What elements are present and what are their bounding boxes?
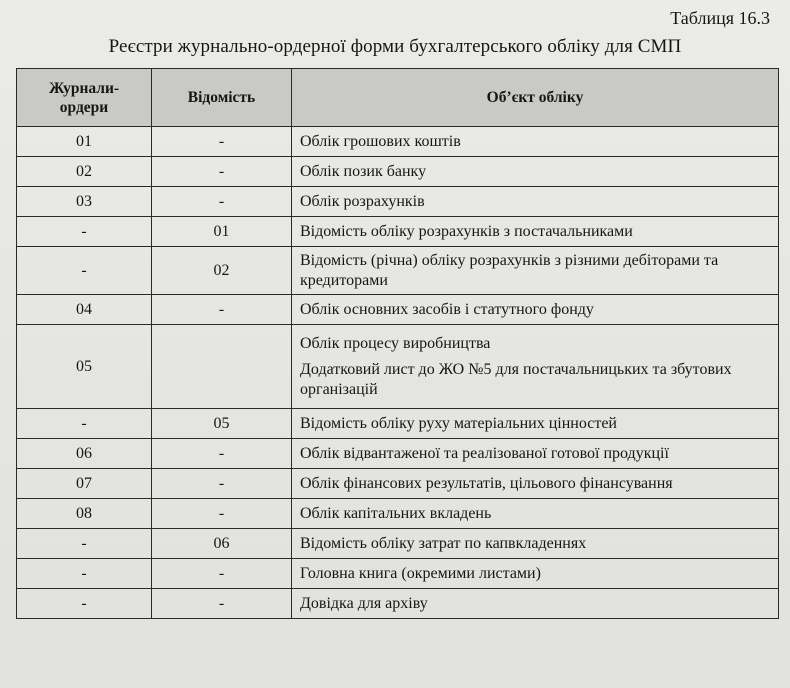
- object-cell: Облік капітальних вкладень: [292, 499, 779, 529]
- table-row: [17, 529, 779, 559]
- header-row: [17, 69, 779, 127]
- object-cell: Довідка для архіву: [292, 589, 779, 619]
- table-row: [17, 325, 779, 409]
- journal-order-cell: 07: [17, 469, 152, 499]
- object-cell: Головна книга (окремими листами): [292, 559, 779, 589]
- journal-order-cell: 04: [17, 295, 152, 325]
- statement-cell: [152, 325, 292, 409]
- header-journal-orders: [17, 69, 152, 127]
- journal-order-cell: -: [17, 529, 152, 559]
- statement-cell: -: [152, 469, 292, 499]
- statement-cell: -: [152, 157, 292, 187]
- header-statement: Відомість: [152, 69, 292, 127]
- table-row: [17, 439, 779, 469]
- table-row: [17, 247, 779, 295]
- object-line: Облік процесу виробництва: [300, 334, 491, 352]
- journal-order-cell: -: [17, 409, 152, 439]
- journal-order-cell: 03: [17, 187, 152, 217]
- statement-cell: 05: [152, 409, 292, 439]
- object-line: Додатковий лист до ЖО №5 для постачальницьких та збутових організацій: [300, 360, 732, 398]
- table-row: [17, 589, 779, 619]
- journal-order-cell: 02: [17, 157, 152, 187]
- journal-order-cell: -: [17, 589, 152, 619]
- object-cell: Відомість (річна) обліку розрахунків з різними дебіторами та кредиторами: [292, 247, 779, 295]
- table-number: Таблиця 16.3: [670, 8, 770, 28]
- object-cell: Облік основних засобів і статутного фонду: [292, 295, 779, 325]
- table-row: [17, 409, 779, 439]
- object-cell: Відомість обліку руху матеріальних цінностей: [292, 409, 779, 439]
- table-row: [17, 187, 779, 217]
- statement-cell: -: [152, 589, 292, 619]
- table-row: [17, 217, 779, 247]
- journal-order-cell: -: [17, 247, 152, 295]
- statement-cell: -: [152, 295, 292, 325]
- journal-order-cell: 05: [17, 325, 152, 409]
- header-journal-orders-line2: ордери: [59, 98, 109, 116]
- object-cell: Відомість обліку затрат по капвкладеннях: [292, 529, 779, 559]
- header-journal-orders-line1: Журнали-: [48, 79, 120, 97]
- statement-cell: -: [152, 499, 292, 529]
- table-caption: Реєстри журнально-ордерної форми бухгалтерського обліку для СМП: [108, 36, 682, 57]
- journal-order-cell: 01: [17, 127, 152, 157]
- statement-cell: -: [152, 559, 292, 589]
- statement-cell: -: [152, 187, 292, 217]
- object-cell: Облік позик банку: [292, 157, 779, 187]
- table-row: [17, 559, 779, 589]
- journal-order-cell: -: [17, 559, 152, 589]
- object-cell: Відомість обліку розрахунків з постачальниками: [292, 217, 779, 247]
- statement-cell: -: [152, 439, 292, 469]
- table-row: [17, 469, 779, 499]
- statement-cell: 02: [152, 247, 292, 295]
- journal-order-cell: 08: [17, 499, 152, 529]
- object-cell: Облік розрахунків: [292, 187, 779, 217]
- object-cell: [292, 325, 779, 409]
- table-row: [17, 157, 779, 187]
- object-cell: Облік відвантаженої та реалізованої готової продукції: [292, 439, 779, 469]
- statement-cell: 06: [152, 529, 292, 559]
- table-row: [17, 127, 779, 157]
- journal-order-cell: 06: [17, 439, 152, 469]
- object-cell: Облік грошових коштів: [292, 127, 779, 157]
- header-object: Об’єкт обліку: [292, 69, 779, 127]
- statement-cell: -: [152, 127, 292, 157]
- object-cell: Облік фінансових результатів, цільового фінансування: [292, 469, 779, 499]
- table-row: [17, 499, 779, 529]
- registry-table: [16, 68, 779, 619]
- statement-cell: 01: [152, 217, 292, 247]
- table-row: [17, 295, 779, 325]
- journal-order-cell: -: [17, 217, 152, 247]
